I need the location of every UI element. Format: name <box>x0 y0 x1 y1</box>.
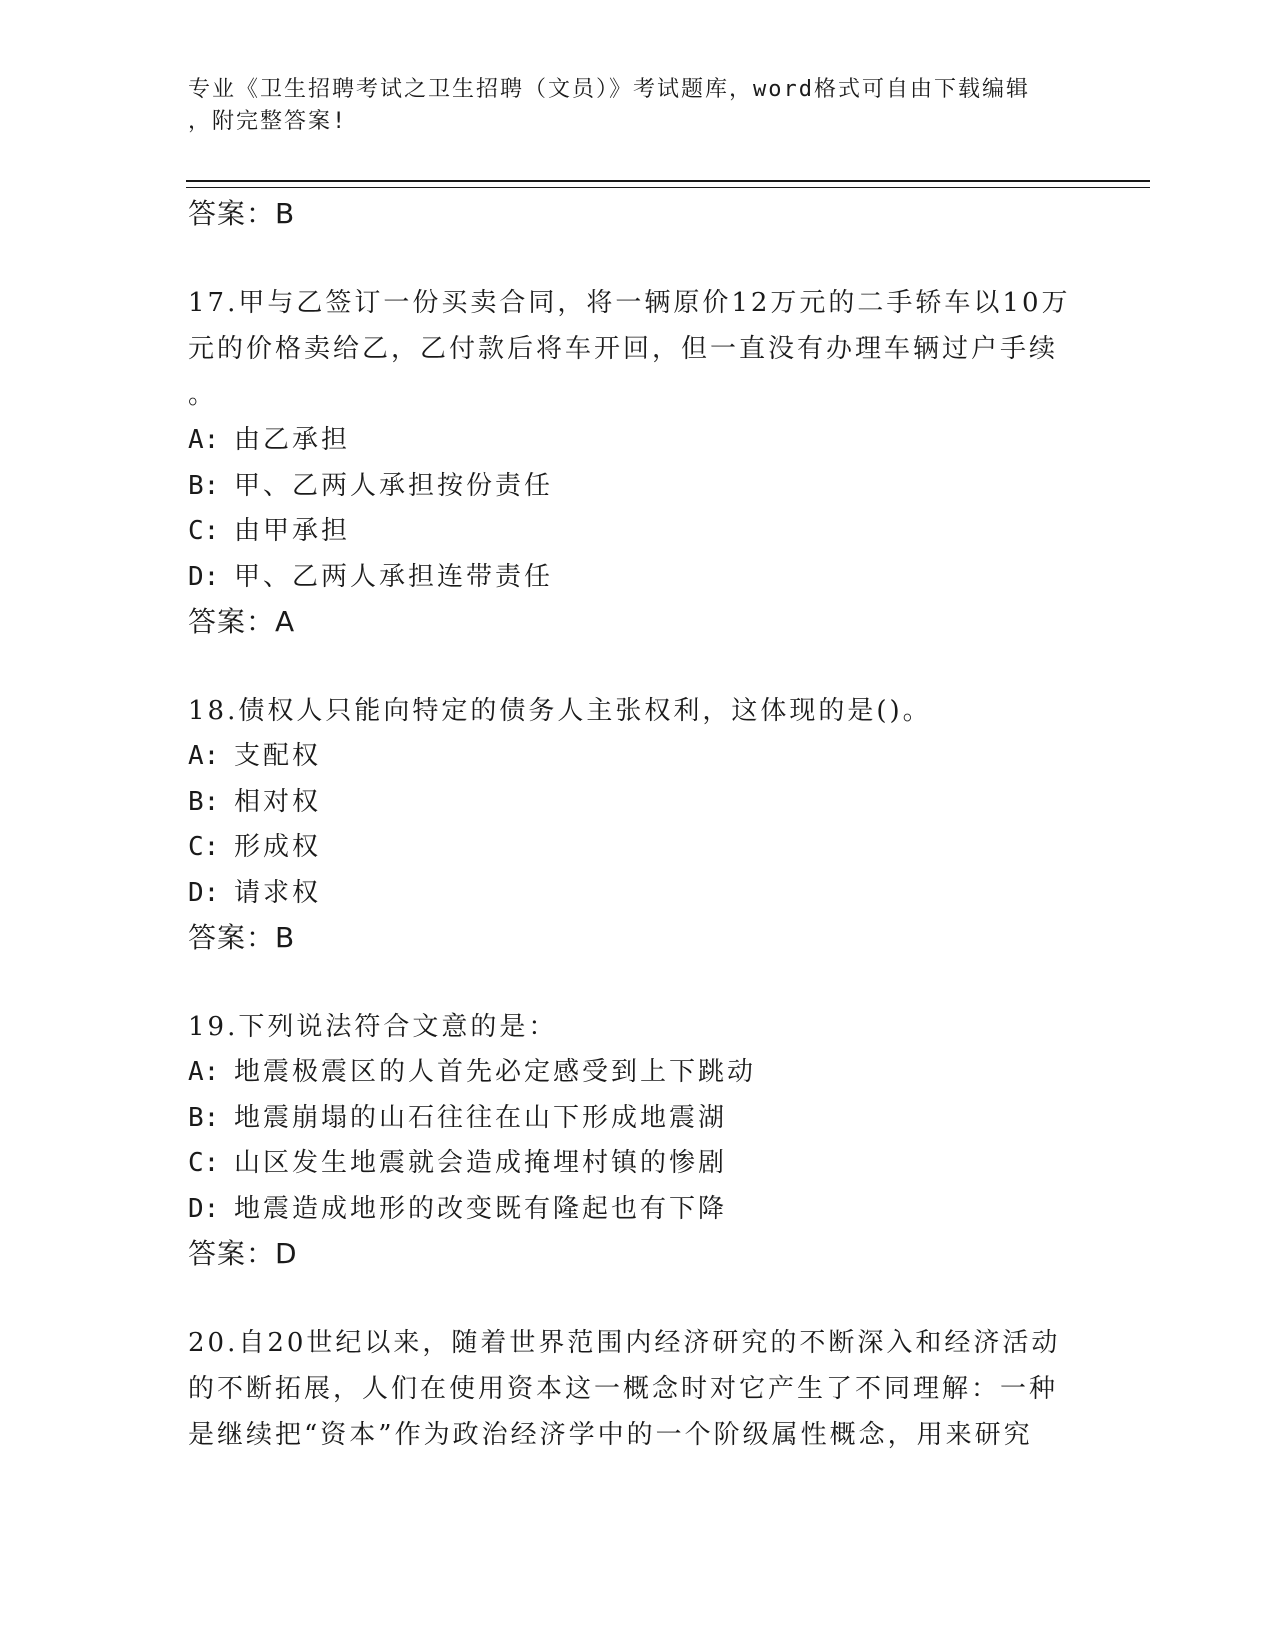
header-line-1: 专业《卫生招聘考试之卫生招聘（文员）》考试题库，word格式可自由下载编辑 <box>188 77 1030 102</box>
option-letter: C: <box>188 832 220 862</box>
answer-18: 答案：B <box>188 921 296 954</box>
option-b <box>188 1096 1088 1142</box>
question-18 <box>188 688 1088 734</box>
option-text: 甲、乙两人承担按份责任 <box>234 470 554 501</box>
question-stem-line: 20.自20世纪以来，随着世界范围内经济研究的不断深入和经济活动 <box>188 1328 1061 1358</box>
option-letter: C: <box>188 1148 220 1178</box>
option-letter: B: <box>188 786 220 817</box>
option-text: 山区发生地震就会造成掩埋村镇的惨剧 <box>234 1148 728 1178</box>
option-text: 请求权 <box>234 877 322 908</box>
question-19 <box>188 1004 1088 1050</box>
option-letter: B: <box>188 470 220 501</box>
question-stem-line: 19.下列说法符合文意的是： <box>188 1012 558 1042</box>
option-text: 地震极震区的人首先必定感受到上下跳动 <box>234 1057 757 1087</box>
option-c <box>188 825 1088 871</box>
option-c <box>188 509 1088 555</box>
option-text: 形成权 <box>234 832 322 862</box>
option-letter: B: <box>188 1102 220 1133</box>
option-text: 支配权 <box>234 741 322 771</box>
answer-19: 答案：D <box>188 1237 298 1270</box>
option-d <box>188 1187 1088 1233</box>
option-b <box>188 780 1088 826</box>
option-letter: A: <box>188 425 220 455</box>
question-stem-line: 的不断拓展，人们在使用资本这一概念时对它产生了不同理解：一种 <box>188 1374 1059 1404</box>
option-d <box>188 871 1088 917</box>
option-letter: D: <box>188 1193 220 1224</box>
option-text: 由乙承担 <box>234 425 351 455</box>
header-divider <box>186 180 1150 188</box>
answer-17: 答案：A <box>188 605 296 638</box>
question-20 <box>188 1320 1088 1458</box>
option-text: 地震造成地形的改变既有隆起也有下降 <box>234 1193 728 1224</box>
option-letter: D: <box>188 877 220 908</box>
question-stem-line: 18.债权人只能向特定的债务人主张权利，这体现的是()。 <box>188 696 932 726</box>
question-stem-line: 。 <box>188 380 218 410</box>
question-17 <box>188 280 1088 418</box>
option-c <box>188 1141 1088 1187</box>
question-stem-line: 17.甲与乙签订一份买卖合同，将一辆原价12万元的二手轿车以10万 <box>188 288 1071 318</box>
question-stem-line: 是继续把“资本”作为政治经济学中的一个阶级属性概念，用来研究 <box>188 1420 1033 1450</box>
option-letter: C: <box>188 516 220 546</box>
option-a <box>188 1050 1088 1096</box>
option-text: 相对权 <box>234 786 322 817</box>
option-a <box>188 418 1088 464</box>
previous-answer: 答案：B <box>188 197 296 230</box>
option-text: 地震崩塌的山石往往在山下形成地震湖 <box>234 1102 728 1133</box>
option-b <box>188 464 1088 510</box>
option-letter: D: <box>188 561 220 592</box>
page-header <box>188 74 1088 138</box>
question-stem-line: 元的价格卖给乙，乙付款后将车开回，但一直没有办理车辆过户手续 <box>188 334 1059 364</box>
option-letter: A: <box>188 1057 220 1087</box>
document-body <box>188 192 1088 1458</box>
option-d <box>188 555 1088 601</box>
option-text: 由甲承担 <box>234 516 351 546</box>
option-text: 甲、乙两人承担连带责任 <box>234 561 554 592</box>
header-line-2: ，附完整答案! <box>188 109 348 134</box>
option-a <box>188 734 1088 780</box>
option-letter: A: <box>188 741 220 771</box>
